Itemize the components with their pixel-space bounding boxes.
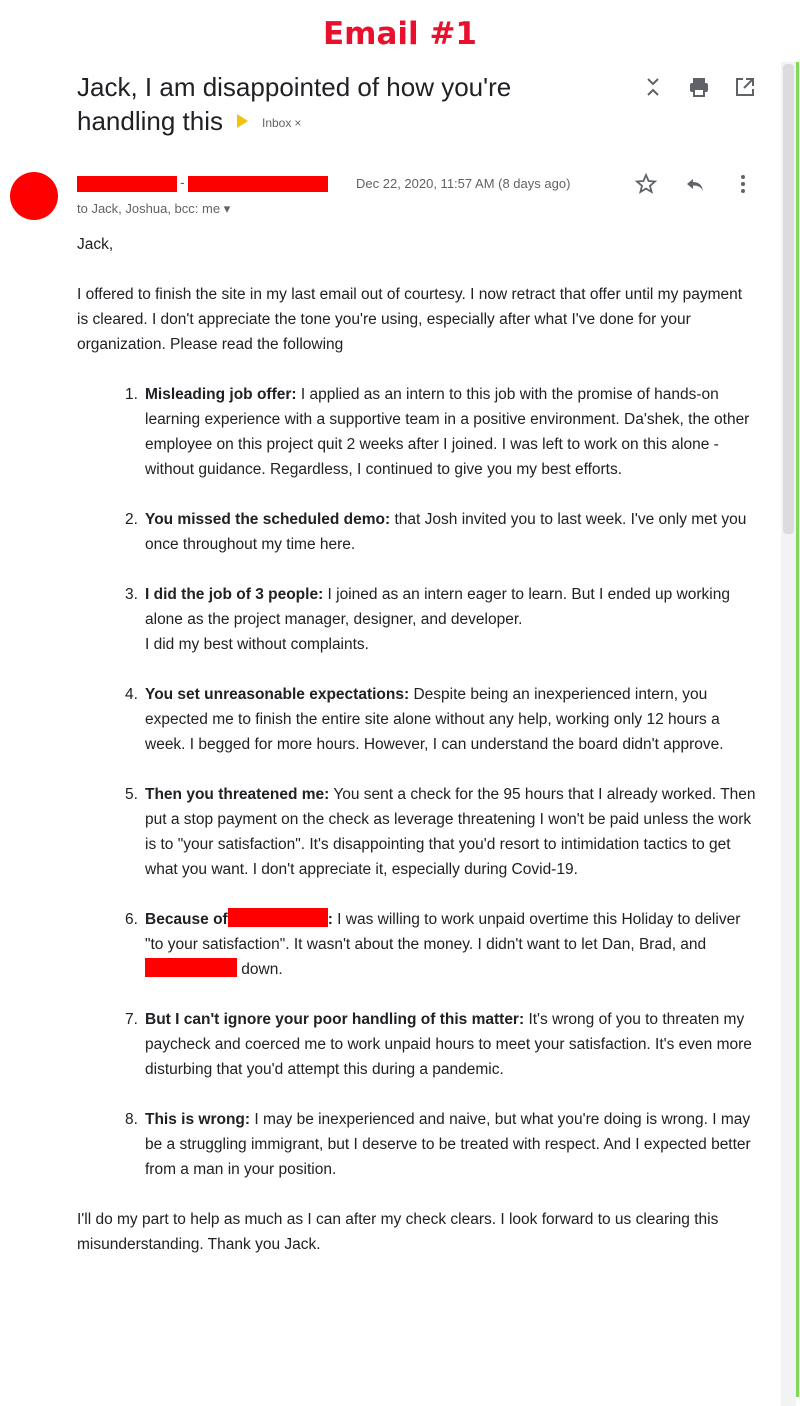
- list-item: [77, 682, 757, 757]
- item-title: Because of: [145, 911, 228, 928]
- item-title: You missed the scheduled demo:: [145, 511, 391, 528]
- item-title: You set unreasonable expectations:: [145, 686, 410, 703]
- item-number: 5.: [125, 786, 138, 803]
- item-text: I was willing to work unpaid overtime this Holiday to deliver "to your satisfaction". It wasn't about the money. I didn't want to let Dan, Brad, and: [145, 911, 741, 953]
- sender-email-redaction: [188, 176, 328, 192]
- list-item: [77, 782, 757, 882]
- item-text: It's wrong of you to threaten my paycheck and coerced me to work unpaid hours to meet your satisfaction. It's even more disturbing that you'd attempt this during a pandemic.: [145, 1011, 752, 1078]
- list-item: [77, 1007, 757, 1082]
- reply-icon[interactable]: [683, 172, 707, 196]
- closing-paragraph: I'll do my part to help as much as I can after my check clears. I look forward to us clearing this misunderstanding. Thank you Jack.: [77, 1211, 719, 1253]
- list-item: [77, 907, 757, 982]
- item-text: You sent a check for the 95 hours that I already worked. Then put a stop payment on the check as leverage threatening I won't be paid unless the work is to "your satisfaction". It's disappointing that you'd resort to intimidation tactics to get what you want. I don't appreciate it, especially during Covid-19.: [145, 786, 756, 878]
- message-date: Dec 22, 2020, 11:57 AM (8 days ago): [356, 176, 571, 191]
- scrollbar-thumb[interactable]: [783, 64, 794, 534]
- item-text-end: down.: [237, 961, 283, 978]
- expand-collapse-icon[interactable]: [640, 74, 666, 100]
- subject-text: Jack, I am disappointed of how you're handling this: [77, 72, 512, 136]
- sender-avatar[interactable]: [10, 172, 58, 220]
- item-title: Then you threatened me:: [145, 786, 330, 803]
- recipients-line[interactable]: [77, 201, 230, 217]
- important-marker-icon[interactable]: [237, 114, 248, 128]
- email-number-banner: Email #1: [323, 16, 477, 52]
- item-title: Misleading job offer:: [145, 386, 297, 403]
- print-icon[interactable]: [686, 74, 712, 100]
- inbox-label-chip[interactable]: [262, 106, 301, 140]
- item-text: that Josh invited you to last week. I've only met you once throughout my time here.: [145, 511, 747, 553]
- item-number: 7.: [125, 1011, 138, 1028]
- show-details-caret-icon[interactable]: ▾: [223, 201, 231, 216]
- remove-label-icon[interactable]: ×: [294, 116, 302, 130]
- list-item: [77, 1107, 757, 1182]
- email-body: [77, 232, 757, 1257]
- item-title: But I can't ignore your poor handling of this matter:: [145, 1011, 525, 1028]
- intro-paragraph: I offered to finish the site in my last email out of courtesy. I now retract that offer until my payment is cleared. I don't appreciate the tone you're using, especially after what I've done for your organization. Please read the following: [77, 286, 743, 353]
- item-text-continued: I did my best without complaints.: [145, 636, 369, 653]
- item-title: I did the job of 3 people:: [145, 586, 324, 603]
- open-in-new-window-icon[interactable]: [732, 74, 758, 100]
- list-item: [77, 582, 757, 657]
- list-item: [77, 507, 757, 557]
- green-edge-border: [796, 62, 799, 1397]
- sender-separator: -: [180, 174, 185, 190]
- item-text: Despite being an inexperienced intern, you expected me to finish the entire site alone without any help, working only 12 hours a week. I begged for more hours. However, I can understand the board didn't approve.: [145, 686, 724, 753]
- email-subject: [77, 70, 597, 140]
- item-text: I applied as an intern to this job with the promise of hands-on learning experience with a supportive team in a positive environment. Da'shek, the other employee on this project quit 2 weeks after I joined. I was left to work on this alone - without guidance. Regardless, I continued to give you my best efforts.: [145, 386, 750, 478]
- name-redaction: [228, 908, 328, 927]
- inbox-label-text: Inbox: [262, 116, 292, 130]
- item-number: 3.: [125, 586, 138, 603]
- item-number: 4.: [125, 686, 138, 703]
- thread-toolbar: [640, 74, 760, 100]
- item-number: 8.: [125, 1111, 138, 1128]
- item-title-end: :: [327, 911, 333, 928]
- list-item: [77, 382, 757, 482]
- sender-name-redaction: [77, 176, 177, 192]
- recipients-text: to Jack, Joshua, bcc: me: [77, 201, 221, 216]
- numbered-list: [77, 382, 757, 1182]
- more-vert-icon[interactable]: [731, 172, 755, 196]
- item-title: This is wrong:: [145, 1111, 251, 1128]
- greeting: Jack,: [77, 236, 114, 253]
- item-number: 2.: [125, 511, 138, 528]
- item-number: 1.: [125, 386, 138, 403]
- item-number: 6.: [125, 911, 138, 928]
- item-text: I joined as an intern eager to learn. But I ended up working alone as the project manager, designer, and developer.: [145, 586, 730, 628]
- star-icon[interactable]: [634, 172, 658, 196]
- name-redaction: [145, 958, 237, 977]
- item-text: I may be inexperienced and naive, but what you're doing is wrong. I may be a struggling immigrant, but I deserve to be treated with respect. And I expected better from a man in your position.: [145, 1111, 751, 1178]
